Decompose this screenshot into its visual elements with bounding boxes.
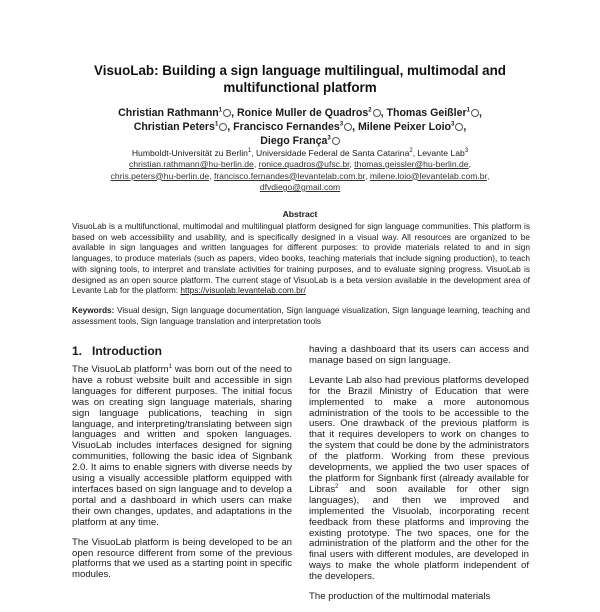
orcid-icon[interactable] bbox=[471, 109, 479, 117]
footnote-marker[interactable]: 2 bbox=[335, 483, 339, 490]
author: Milene Peixer Loio$^3$ bbox=[358, 121, 463, 133]
email-link[interactable]: christian.rathmann@hu-berlin.de bbox=[129, 159, 254, 169]
paper-title: VisuoLab: Building a sign language multilingual, multimodal and multifunctional platform bbox=[94, 63, 506, 95]
orcid-icon[interactable] bbox=[344, 123, 352, 131]
abstract-body: VisuoLab is a multifunctional, multimodal and multilingual platform designed for sign language communities. This platform is based on web accessibility and usability, and is specifically designed in a visual way. All resources are organized to be available in sign languages and written languages for different purposes: to provide materials related to and in sign languages, to produce materials (such as papers, video books, teaching materials that include signing production), to teach with signing tools, to interpret and translate activities for training purposes, and to evaluate signing progress. VisuoLab is designed as an open source platform. The current stage of VisuoLab is a beta version available in the development area of Levante Lab for the platform: https://visuolab.levantelab.com.br/ bbox=[72, 221, 530, 296]
paragraph: The VisuoLab platform$^1$ was born out of the need to have a robust website built and accessible in sign languages for different purposes. The initial focus was on creating sign language materials, sharing sign language publications, teaching in sign language, and interpreting/translating between sign languages and written and spoken languages. VisuoLab includes interfaces designed for signing communities, following the basic idea of Signbank 2.0. It aims to enable signers with diverse needs by using a visually accessible platform equipped with interfaces based on sign language and to develop a portal and a dashboard in which users can make their own changes, updates, and adaptations in the platform at any time. bbox=[72, 363, 292, 528]
author: Christian Peters$^1$ bbox=[134, 121, 228, 133]
right-column bbox=[309, 345, 529, 612]
left-column bbox=[72, 365, 292, 590]
abstract-heading: Abstract bbox=[282, 209, 318, 219]
email-link[interactable]: ronice.quadros@ufsc.br bbox=[258, 159, 350, 169]
section-heading: 1. Introduction bbox=[72, 344, 162, 358]
author: Christian Rathmann$^1$ bbox=[118, 107, 231, 119]
email-list: christian.rathmann@hu-berlin.de, ronice.quadros@ufsc.br, thomas.geissler@hu-berlin.de, chris.peters@hu-berlin.de, francisco.fernandes@levantelab.com.br, milene.loio@levantelab.com.br, dfvdiego@gmail.com bbox=[110, 159, 490, 192]
author: Ronice Muller de Quadros$^2$ bbox=[237, 107, 381, 119]
email-link[interactable]: milene.loio@levantelab.com.br bbox=[369, 170, 487, 181]
email-link[interactable]: dfvdiego@gmail.com bbox=[259, 182, 341, 192]
keywords: Keywords: Visual design, Sign language documentation, Sign language visualization, Sign language learning, teaching and assessment tools, Sign language translation and interpretation tools bbox=[72, 305, 530, 326]
footnote-marker[interactable]: 1 bbox=[168, 363, 172, 370]
author-list: Christian Rathmann$^1$ , Ronice Muller de Quadros$^2$ , Thomas Geißler$^1$ , Christian Peters$^1$ , Francisco Fernandes$^3$ , Milene Peixer Loio$^3$ , Diego França$^3$ bbox=[118, 107, 482, 147]
orcid-icon[interactable] bbox=[219, 123, 227, 131]
author: Francisco Fernandes$^3$ bbox=[233, 121, 352, 133]
orcid-icon[interactable] bbox=[223, 109, 231, 117]
paragraph: having a dashboard that its users can access and manage based on sign language. bbox=[309, 344, 529, 366]
orcid-icon[interactable] bbox=[332, 137, 340, 145]
author: Diego França$^3$ bbox=[260, 135, 339, 147]
orcid-icon[interactable] bbox=[373, 109, 381, 117]
paragraph: The VisuoLab platform is being developed to be an open resource different from some of the previous platforms that we used as a starting point in specific modules. bbox=[72, 536, 292, 581]
author: Thomas Geißler$^1$ bbox=[387, 107, 479, 119]
email-link[interactable]: francisco.fernandes@levantelab.com.br bbox=[213, 170, 366, 181]
affiliations: Humboldt-Universität zu Berlin$^1$, Universidade Federal de Santa Catarina$^2$, Levante Lab$^3$ bbox=[131, 148, 469, 158]
paragraph: The production of the multimodal materials bbox=[309, 591, 491, 603]
orcid-icon[interactable] bbox=[455, 123, 463, 131]
email-link[interactable]: chris.peters@hu-berlin.de bbox=[110, 170, 210, 181]
platform-link[interactable]: https://visuolab.levantelab.com.br/ bbox=[180, 285, 306, 296]
email-link[interactable]: thomas.geissler@hu-berlin.de bbox=[354, 159, 469, 169]
paragraph: Levante Lab also had previous platforms developed for the Brazil Ministry of Education that were implemented to make a more autonomous administration of the tools to be accessible to the users. One drawback of the previous platform is that it requires developers to work on changes to the system that could be done by the administrators of the platform. Working from these previous developments, we applied the two user spaces of the platform for Signbank first (already available for Libras$^2$ and soon available for other sign languages), and then we improved and implemented the Visuolab, incorporating recent feedback from these platforms and improving the existing prototype. The two spaces, one for the administration of the platform and the other for the final users with different modules, are developed in ways to make the whole platform independent of the developers. bbox=[309, 374, 529, 583]
keywords-label: Keywords: bbox=[72, 305, 115, 315]
